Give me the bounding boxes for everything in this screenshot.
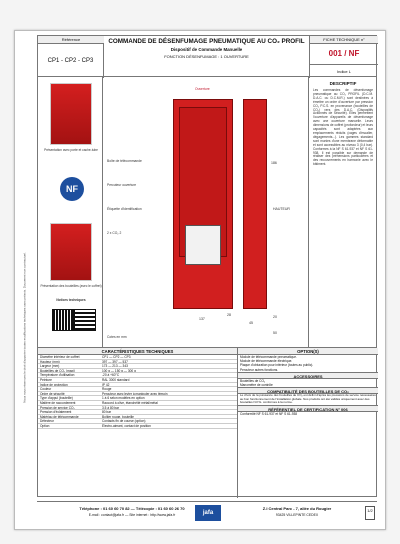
dim-depth: 45 — [249, 321, 253, 325]
description-title: DESCRIPTIF — [329, 81, 357, 86]
list-item: Bouteilles de CO₂ — [240, 378, 266, 383]
list-item: Plaque d'obturation pour intérieur (toutes au public). — [240, 363, 314, 368]
dim-186: 186 — [271, 161, 277, 165]
compat-text: Le choix de la puissance des bouteilles de CO₂ est défini d'après les pressions de service nécessaires au bon fonctionnement de l'installation globale. Nos produits ont été validés uniquement avec des bouteilles N.P.G. conformes à la norme. — [240, 393, 376, 405]
description-text: Les commandes de désenfumage pneumatique au CO₂ PROFIL (D.C.M. D.A.C. ou D.C.M.R.) sont destinées à émettre un ordre d'ouverture par pression CO₂ P.C.S. en provenance (bouteilles de CO₂) vers des D.A.C. (Dispositifs Actionnés de Sécurité). Elles permettent l'ouverture d'appareils de désenfumage avec une ouverture manuelle. Leurs dimensions de coffret (profondeur) et leurs capacités sont adaptées aux emplacements réduits (cages d'escalier, dégagements...). Les gammes standard sont munies d'une membrane déformable et sont accessibles au niveau 3 (0,4 bar). Conformes à la NF S 61-937 et NF S 61-938. Il est possible sur demande de réaliser des préhensions particulières et des recouvrements en harmonie avec le bâtiment. — [313, 88, 374, 167]
row-value: CP1 — CP2 — CP3 — [102, 355, 131, 359]
row-value: 397 — 397 — 537 — [102, 359, 128, 364]
fiche-code: 001 / NF — [328, 49, 360, 58]
label-ouverture: Ouverture — [195, 87, 210, 91]
row-value: Boîtier rouge, bouteille — [102, 414, 134, 419]
row-key: Pression de service CO₂ — [40, 405, 75, 410]
dim-width: 137 — [199, 317, 205, 321]
accessories-head: ACCESSOIRES — [238, 372, 378, 379]
dim-20: 20 — [273, 315, 277, 319]
row-value: RAL 3000 standard — [102, 377, 130, 382]
row-key: Détecteur — [40, 419, 54, 423]
label-percuteur: Percuteur ouverture — [107, 183, 137, 187]
row-value: Électro-aimant, contact de position — [102, 423, 151, 428]
header — [37, 35, 377, 77]
dim-28: 28 — [227, 313, 231, 317]
row-value: 80 bar — [102, 410, 112, 414]
ref-label: Référence — [38, 36, 104, 44]
dim-hauteur: HAUTEUR — [273, 207, 290, 211]
row-key: Type d'appui (bouteille) — [40, 396, 73, 400]
legal-text: Nous nous réservons le droit d'apporter toutes modifications techniques sans préavis. Document non contractuel. — [22, 252, 27, 403]
ref-value: CP1 - CP2 - CP3 — [38, 44, 104, 78]
list-item: Module de télécommande électrique. — [240, 359, 293, 364]
page-number: 1/2 — [365, 506, 375, 520]
footer-city: 93425 VILLEPINTE CEDEX — [275, 513, 319, 517]
row-value: -20 à +60°C — [102, 373, 120, 377]
row-key: Pression d'éclatement — [40, 410, 72, 414]
function-label: FONCTION DÉSENFUMAGE : 1 OUVERTURE — [164, 53, 249, 59]
dim-50: 50 — [273, 331, 277, 335]
row-value: Rouge — [102, 387, 112, 391]
tech-head: CARACTÉRISTIQUES TECHNIQUES — [38, 348, 237, 355]
row-value: 173 — 213 — 343 — [102, 364, 128, 368]
cabinet-photo-bottles — [50, 223, 92, 281]
tech-table — [38, 348, 238, 498]
row-key: Hauteur (mm) — [40, 359, 60, 364]
row-key: Diamètre intérieur de coffret — [40, 355, 80, 359]
label-co2: 2 x CO₂ 2 — [107, 231, 122, 235]
row-value: Contacts fin de course (option) — [102, 419, 146, 423]
footer-address: Z.I Central Parc - 7, allée du Rougier — [262, 506, 332, 511]
fiche-label: FICHE TECHNIQUE n° — [310, 36, 378, 44]
label-boite: Boîte de télécommande — [107, 159, 142, 163]
cabinet-side-view — [243, 99, 267, 309]
page-title: COMMANDE DE DÉSENFUMAGE PNEUMATIQUE AU CO₂ PROFIL — [108, 38, 305, 45]
row-key: Matériau de télécommande — [40, 414, 79, 419]
row-key: Largeur (mm) — [40, 364, 60, 368]
table-row — [38, 424, 237, 429]
row-key: Matière de raccordement — [40, 400, 76, 405]
options-list — [238, 355, 378, 372]
row-key: Option — [40, 423, 50, 428]
row-value: 1 à 6 selon modèles en option — [102, 396, 145, 400]
support-caption: Notices techniques — [56, 298, 86, 302]
options-panel — [238, 348, 378, 498]
brand-logo: jafa — [195, 505, 221, 521]
title-block — [104, 36, 310, 78]
row-value: 100 g — 150 g — 300 g — [102, 368, 136, 373]
photo2-caption: Présentation des bouteilles (avec le coffret) — [40, 284, 102, 288]
row-key: Indice de protection — [40, 382, 68, 387]
label-cotes: Cotes en mm — [107, 335, 127, 339]
indice: Indice L — [310, 64, 378, 78]
footer-email[interactable]: E-mail : contact@jafa.fr — Site internet : http://www.jafa.fr — [88, 513, 176, 517]
list-item: Module de télécommande pneumatique. — [240, 355, 297, 359]
footer-phone: Téléphone : 01 60 60 70 82 — Télécopie : 01 60 60 26 70 — [79, 506, 185, 511]
row-value: Percuteur avec levier à manipuler avec témoin — [102, 391, 168, 396]
nf-logo-icon: NF — [60, 177, 84, 201]
page-subtitle: Dispositif de Commande Manuelle — [170, 46, 243, 52]
row-key: Bouteilles de CO₂ (maxi) — [40, 368, 75, 373]
row-key: Température d'utilisation — [40, 373, 75, 377]
label-etiquette: Étiquette d'identification — [107, 207, 142, 211]
left-column — [37, 77, 103, 347]
remote-box — [185, 225, 221, 265]
cabinet-photo-front — [50, 83, 92, 145]
list-item: Manomètre de contrôle — [240, 383, 273, 388]
description-column — [309, 77, 377, 347]
row-key: Ordre de sécurité — [40, 391, 65, 396]
technical-drawing — [103, 77, 309, 347]
tech-rows — [38, 355, 237, 429]
qr-code-icon-2[interactable] — [74, 309, 96, 331]
footer — [37, 501, 377, 525]
row-value: IP 42 — [102, 382, 110, 387]
compat-head: COMPATIBILITÉ DES BOUTEILLES DE CO₂ — [238, 387, 378, 394]
row-key: Couleur — [40, 387, 52, 391]
list-item: Percuteur autres fonctions. — [240, 367, 279, 372]
row-value: Raccord à olive, étanchéité métal/métal — [102, 400, 158, 405]
reference-head: RÉFÉRENTIEL DE CERTIFICATION N° 006 — [238, 405, 378, 412]
reference-text: Conformité NF S 61-937 et NF S 61-938 — [240, 412, 298, 416]
row-value: 3,5 à 80 bar — [102, 405, 120, 410]
options-head: OPTION(S) — [238, 348, 378, 355]
specs-section — [37, 347, 377, 497]
datasheet-page — [14, 30, 386, 530]
photo1-caption: Présentation avec porte et cache-tube — [44, 148, 98, 152]
accessories-list — [238, 379, 378, 387]
legal-notice — [15, 181, 37, 411]
qr-code-icon[interactable] — [52, 309, 74, 331]
row-key: Peinture — [40, 377, 52, 382]
